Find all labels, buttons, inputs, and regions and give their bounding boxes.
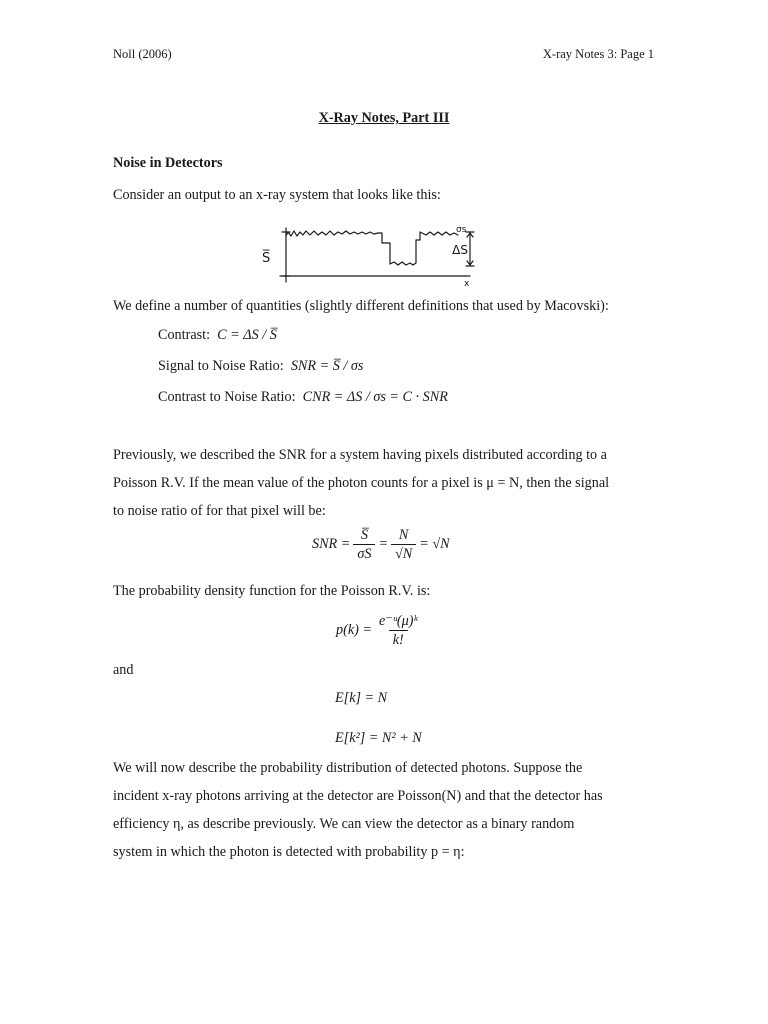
para1-line3: to noise ratio of for that pixel will be: — [113, 503, 326, 519]
contrast-label: Contrast: — [158, 327, 211, 343]
intro-text: Consider an output to an x-ray system that looks like this: — [113, 187, 441, 203]
signal-sketch — [258, 218, 480, 288]
contrast-definition — [158, 327, 277, 344]
sigma-label: σs — [456, 225, 467, 235]
para2-line2: incident x-ray photons arriving at the detector are Poisson(N) and that the detector has — [113, 788, 603, 804]
cnr-label: Contrast to Noise Ratio: — [158, 389, 296, 405]
header-page: X-ray Notes 3: Page 1 — [542, 47, 654, 61]
snr-label: Signal to Noise Ratio: — [158, 358, 284, 374]
definitions-intro: We define a number of quantities (slightly different definitions that used by Macovski): — [113, 298, 609, 314]
snr-formula: SNR = S̅ / σs — [290, 358, 364, 374]
signal-trace — [286, 231, 458, 265]
para2-line3: efficiency η, as describe previously. We can view the detector as a binary random — [113, 816, 575, 832]
snr-equation: SNR = $\frac{S̅}{\sigma S}$ = $\frac{N}{√N}$ = √N — [312, 527, 450, 562]
s-bar-label: S̅ — [262, 251, 271, 266]
cnr-formula: CNR = ΔS / σs = C · SNR — [302, 389, 448, 405]
page-title: X-Ray Notes, Part III — [318, 110, 450, 126]
x-axis-label: x — [464, 279, 470, 288]
delta-s-label: ΔS — [452, 243, 468, 257]
contrast-formula: C = ΔS / S̅ — [217, 327, 277, 343]
para2-line1: We will now describe the probability distribution of detected photons. Suppose the — [113, 760, 583, 776]
header-author: Noll (2006) — [113, 47, 172, 61]
pdf-intro: The probability density function for the Poisson R.V. is: — [113, 583, 431, 599]
expectation-equation: E[k] = N — [335, 690, 388, 706]
second-moment-equation: E[k²] = N² + N — [335, 730, 422, 746]
para1-line2: Poisson R.V. If the mean value of the photon counts for a pixel is μ = N, then the signal — [113, 475, 610, 491]
para2-line4: system in which the photon is detected with probability p = η: — [113, 844, 465, 860]
cnr-definition — [158, 389, 448, 406]
section-heading: Noise in Detectors — [113, 155, 223, 171]
pdf-equation: p(k) = $\frac{\text{e⁻ᵘ(μ)ᵏ}}{k!}$ — [336, 613, 418, 648]
snr-definition — [158, 358, 363, 375]
and-word: and — [113, 662, 134, 678]
para1-line1: Previously, we described the SNR for a system having pixels distributed according to a — [113, 447, 607, 463]
